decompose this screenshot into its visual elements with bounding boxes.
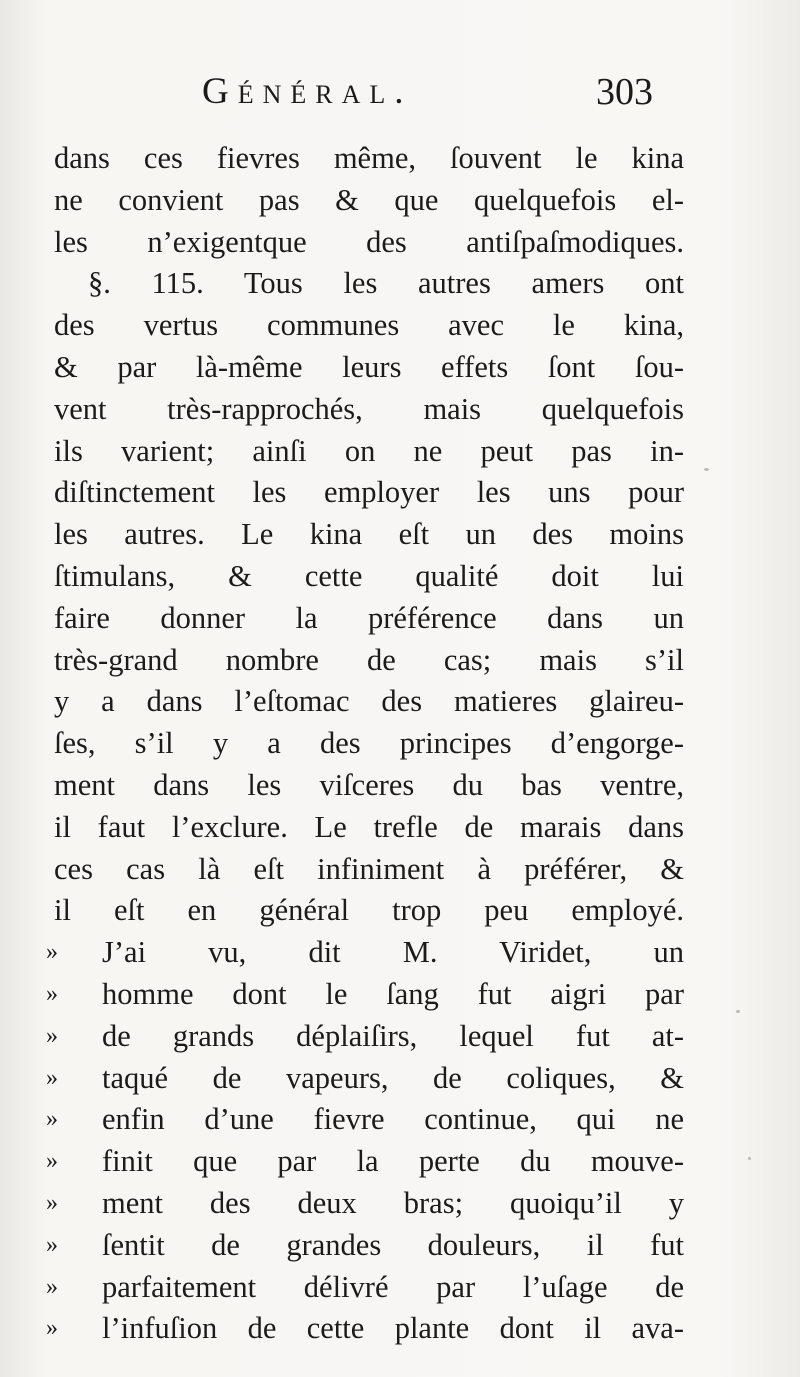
text-line xyxy=(20,305,684,347)
line-text: ment dans les viſceres du bas ventre, xyxy=(54,767,684,802)
running-title: Général. xyxy=(202,71,413,112)
quotation-mark: » xyxy=(46,1022,58,1049)
body-text xyxy=(20,138,684,1350)
line-text: ces cas là eſt infiniment à préférer, & xyxy=(54,851,684,886)
line-text: parfaitement délivré par l’uſage de xyxy=(102,1269,684,1304)
line-text: enfin d’une fievre continue, qui ne xyxy=(102,1102,684,1137)
line-text: ſtimulans, & cette qualité doit lui xyxy=(54,558,684,593)
text-line xyxy=(20,180,684,222)
text-line xyxy=(20,389,684,431)
text-line xyxy=(20,222,684,264)
quotation-mark: » xyxy=(46,1273,58,1300)
text-line xyxy=(20,1183,684,1225)
text-line xyxy=(20,974,684,1016)
quotation-mark: » xyxy=(46,1148,58,1175)
quotation-mark: » xyxy=(46,1189,58,1216)
line-text: ne convient pas & que quelquefois el- xyxy=(54,182,684,217)
text-line xyxy=(20,849,684,891)
text-line xyxy=(20,138,684,180)
paper-speck xyxy=(736,1010,740,1013)
text-line xyxy=(20,263,684,305)
line-text: y a dans l’eſtomac des matieres glaireu- xyxy=(54,684,684,719)
line-text: il eſt en général trop peu employé. xyxy=(54,893,684,928)
text-line xyxy=(20,431,684,473)
text-line xyxy=(20,556,684,598)
line-text: l’infuſion de cette plante dont il ava- xyxy=(102,1311,684,1346)
text-line xyxy=(20,807,684,849)
text-line xyxy=(20,1058,684,1100)
line-text: ils varient; ainſi on ne peut pas in- xyxy=(54,433,684,468)
text-line xyxy=(20,681,684,723)
line-text: de grands déplaiſirs, lequel fut at- xyxy=(102,1018,684,1053)
quotation-mark: » xyxy=(46,980,58,1007)
line-text: ſes, s’il y a des principes d’engorge- xyxy=(54,726,684,761)
text-line xyxy=(20,1308,684,1350)
text-line xyxy=(20,472,684,514)
line-text: diſtinctement les employer les uns pour xyxy=(54,475,684,510)
text-line xyxy=(20,1016,684,1058)
line-text: §. 115. Tous les autres amers ont xyxy=(88,266,684,301)
page-header xyxy=(0,70,800,120)
line-text: homme dont le ſang fut aigri par xyxy=(102,976,684,1011)
text-line xyxy=(20,932,684,974)
quotation-mark: » xyxy=(46,1231,58,1258)
line-text: dans ces fievres même, ſouvent le kina xyxy=(54,141,684,175)
text-line xyxy=(20,640,684,682)
text-line xyxy=(20,765,684,807)
paper-speck xyxy=(704,468,709,471)
quotation-mark: » xyxy=(46,939,58,966)
text-line xyxy=(20,598,684,640)
page-number: 303 xyxy=(596,71,653,113)
text-line xyxy=(20,514,684,556)
text-line xyxy=(20,723,684,765)
paper-speck xyxy=(748,1157,751,1160)
line-text: très-grand nombre de cas; mais s’il xyxy=(54,642,684,677)
line-text: les n’exigentque des antiſpaſmodiques. xyxy=(54,224,684,259)
text-line xyxy=(20,890,684,932)
quotation-mark: » xyxy=(46,1064,58,1091)
line-text: finit que par la perte du mouve- xyxy=(102,1144,684,1179)
line-text: des vertus communes avec le kina, xyxy=(54,308,684,343)
line-text: il faut l’exclure. Le trefle de marais dans xyxy=(54,809,684,844)
line-text: & par là-même leurs effets ſont ſou- xyxy=(54,349,684,384)
text-line xyxy=(20,1267,684,1309)
text-line xyxy=(20,347,684,389)
line-text: vent très-rapprochés, mais quelquefois xyxy=(54,391,684,426)
quotation-mark: » xyxy=(46,1106,58,1133)
line-text: ſentit de grandes douleurs, il fut xyxy=(102,1227,684,1262)
line-text: taqué de vapeurs, de coliques, & xyxy=(102,1060,684,1095)
line-text: J’ai vu, dit M. Viridet, un xyxy=(102,935,684,970)
line-text: faire donner la préférence dans un xyxy=(54,600,684,635)
line-text: les autres. Le kina eſt un des moins xyxy=(54,517,684,552)
text-line xyxy=(20,1225,684,1267)
quotation-mark: » xyxy=(46,1315,58,1342)
text-line xyxy=(20,1141,684,1183)
text-line xyxy=(20,1099,684,1141)
line-text: ment des deux bras; quoiqu’il y xyxy=(102,1185,684,1220)
